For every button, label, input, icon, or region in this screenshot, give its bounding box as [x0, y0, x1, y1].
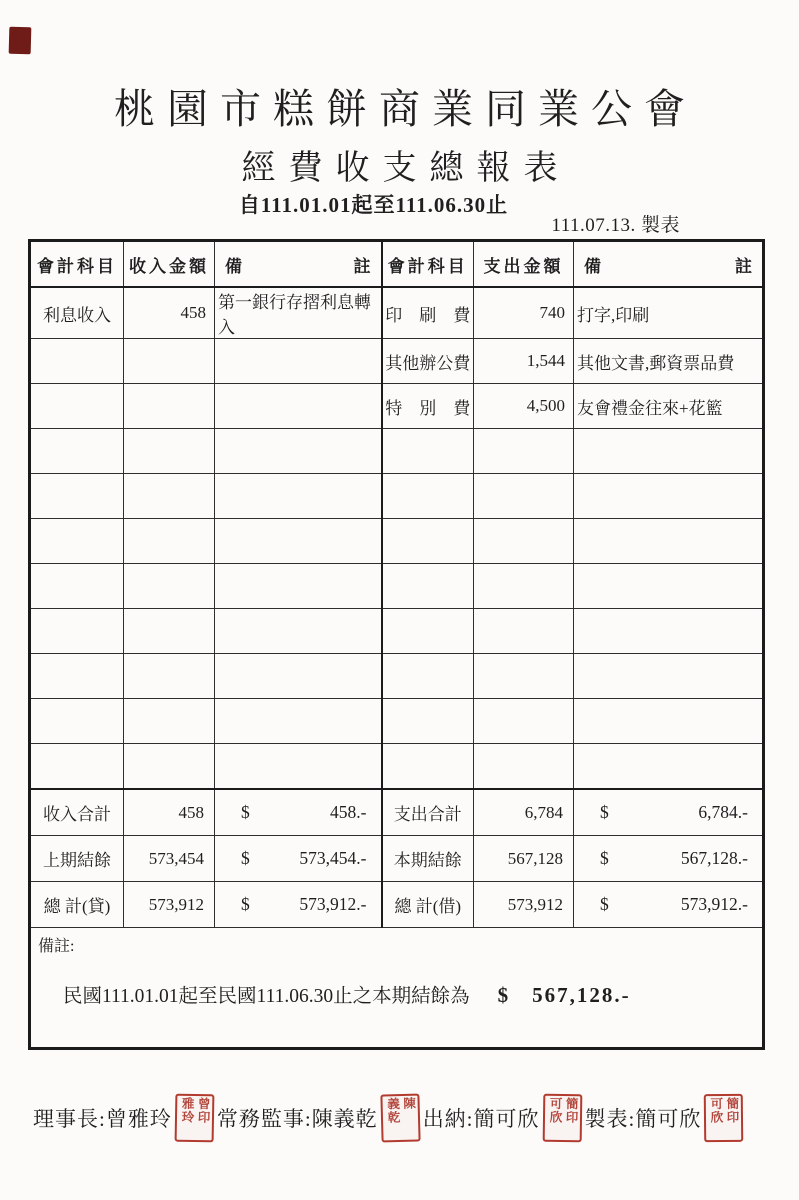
expense-total-amount: 6,784	[474, 789, 574, 836]
empty-row	[30, 699, 764, 744]
header-remark-left	[215, 241, 382, 288]
header-income-amount: 收入金額	[124, 241, 215, 288]
signer-cashier	[423, 1094, 585, 1142]
corner-mark	[9, 27, 32, 55]
current-balance-amount: 567,128	[474, 836, 574, 882]
remarks-row	[30, 928, 764, 1049]
report-period: 自111.01.01起至111.06.30止	[238, 193, 509, 217]
income-amount: 458	[124, 287, 215, 339]
grand-total-debit-label: 總 計(借)	[382, 882, 474, 928]
header-remark-left-char: 備	[584, 256, 601, 276]
grand-total-credit-label: 總 計(貸)	[30, 882, 124, 928]
summary-row-balances	[30, 836, 764, 882]
expense-total-label: 支出合計	[382, 789, 474, 836]
prev-balance-currency: $ 573,454.-	[215, 836, 382, 882]
dollar-sign: $	[600, 802, 609, 822]
signer-name: 曾雅玲	[105, 1107, 172, 1131]
expense-remark: 其他文書,郵資票品費	[574, 339, 764, 384]
empty-row	[30, 519, 764, 564]
remarks-text: 民國111.01.01起至民國111.06.30止之本期結餘為	[63, 986, 470, 1007]
expense-subject: 印 刷 費	[382, 287, 474, 339]
header-remark-right	[574, 241, 764, 288]
dollar-sign: $	[241, 802, 250, 822]
seal-text: 陳	[401, 1096, 416, 1111]
expense-remark: 友會禮金往來+花籃	[574, 384, 764, 429]
dollar-sign: $	[600, 848, 609, 868]
summary-row-totals	[30, 789, 764, 836]
empty-row	[30, 744, 764, 790]
signer-label: 出納:	[422, 1107, 474, 1131]
header-remark-right-char: 註	[735, 256, 752, 276]
empty-row	[30, 474, 764, 519]
name-seal-stamp	[542, 1094, 582, 1143]
dollar-sign: $	[241, 848, 250, 868]
table-row	[30, 384, 764, 429]
signer-supervisor	[217, 1094, 423, 1142]
seal-text: 雅玲	[179, 1096, 195, 1124]
income-remark	[215, 339, 382, 384]
table-row	[30, 287, 764, 339]
remarks-cell	[30, 928, 764, 1049]
name-seal-stamp	[174, 1094, 214, 1143]
signer-label: 常務監事:	[216, 1107, 312, 1131]
income-amount	[124, 339, 215, 384]
name-seal-stamp	[704, 1094, 744, 1142]
grand-total-debit-amount: 573,912	[474, 882, 574, 928]
dollar-sign: $	[241, 894, 250, 914]
expense-subject: 特 別 費	[382, 384, 474, 429]
remarks-label: 備註:	[38, 938, 75, 955]
prev-balance-label: 上期結餘	[30, 836, 124, 882]
header-expense-amount: 支出金額	[474, 241, 574, 288]
header-remark-left-char: 備	[225, 256, 242, 276]
current-balance-currency: $ 567,128.-	[574, 836, 764, 882]
name-seal-stamp	[380, 1093, 420, 1142]
seal-text: 簡印	[725, 1096, 740, 1124]
expense-total-currency: $ 6,784.-	[574, 789, 764, 836]
signature-row	[33, 1090, 793, 1146]
table-row	[30, 339, 764, 384]
organization-title: 桃園市糕餅商業同業公會	[114, 86, 697, 132]
prev-balance-amount: 573,454	[124, 836, 215, 882]
income-subject	[30, 339, 124, 384]
income-subject	[30, 384, 124, 429]
header-remark-right-char: 註	[353, 256, 371, 276]
expense-amount: 1,544	[474, 339, 574, 384]
empty-row	[30, 654, 764, 699]
income-remark: 第一銀行存摺利息轉入	[215, 287, 382, 339]
seal-text: 可欣	[547, 1096, 562, 1124]
current-balance-label: 本期結餘	[382, 836, 474, 882]
signer-preparer	[585, 1094, 747, 1142]
remarks-text-line	[63, 980, 750, 1008]
expense-remark: 打字,印刷	[574, 287, 764, 339]
remarks-amount: 567,128.-	[532, 983, 631, 1007]
grand-total-credit-amount: 573,912	[124, 882, 215, 928]
dollar-sign: $	[600, 894, 609, 914]
signer-label: 製表:	[584, 1107, 636, 1131]
report-title: 經費收支總報表	[241, 150, 571, 187]
income-expense-table	[28, 239, 765, 1050]
signer-name: 陳義乾	[311, 1107, 378, 1131]
income-remark	[215, 384, 382, 429]
income-amount	[124, 384, 215, 429]
seal-text: 義乾	[385, 1097, 400, 1125]
dollar-sign: $	[497, 983, 509, 1007]
income-subject: 利息收入	[30, 287, 124, 339]
income-total-currency: $ 458.-	[215, 789, 382, 836]
table-header-row	[30, 241, 764, 288]
signer-chairman	[33, 1094, 217, 1142]
empty-row	[30, 609, 764, 654]
income-total-amount: 458	[124, 789, 215, 836]
grand-total-credit-currency: $ 573,912.-	[215, 882, 382, 928]
signer-label: 理事長:	[33, 1107, 106, 1131]
summary-row-grand-total	[30, 882, 764, 928]
signer-name: 簡可欣	[635, 1107, 702, 1131]
grand-total-debit-currency: $ 573,912.-	[574, 882, 764, 928]
expense-amount: 740	[474, 287, 574, 339]
made-date: 111.07.13. 製表	[551, 215, 680, 236]
seal-text: 可欣	[709, 1097, 724, 1125]
empty-row	[30, 429, 764, 474]
signer-name: 簡可欣	[473, 1107, 540, 1131]
header-subject-expense: 會計科目	[382, 241, 474, 288]
seal-text: 簡印	[563, 1097, 578, 1125]
expense-subject: 其他辦公費	[382, 339, 474, 384]
seal-text: 曾印	[195, 1097, 211, 1125]
header-subject-income: 會計科目	[30, 241, 124, 288]
empty-row	[30, 564, 764, 609]
expense-amount: 4,500	[474, 384, 574, 429]
income-total-label: 收入合計	[30, 789, 124, 836]
